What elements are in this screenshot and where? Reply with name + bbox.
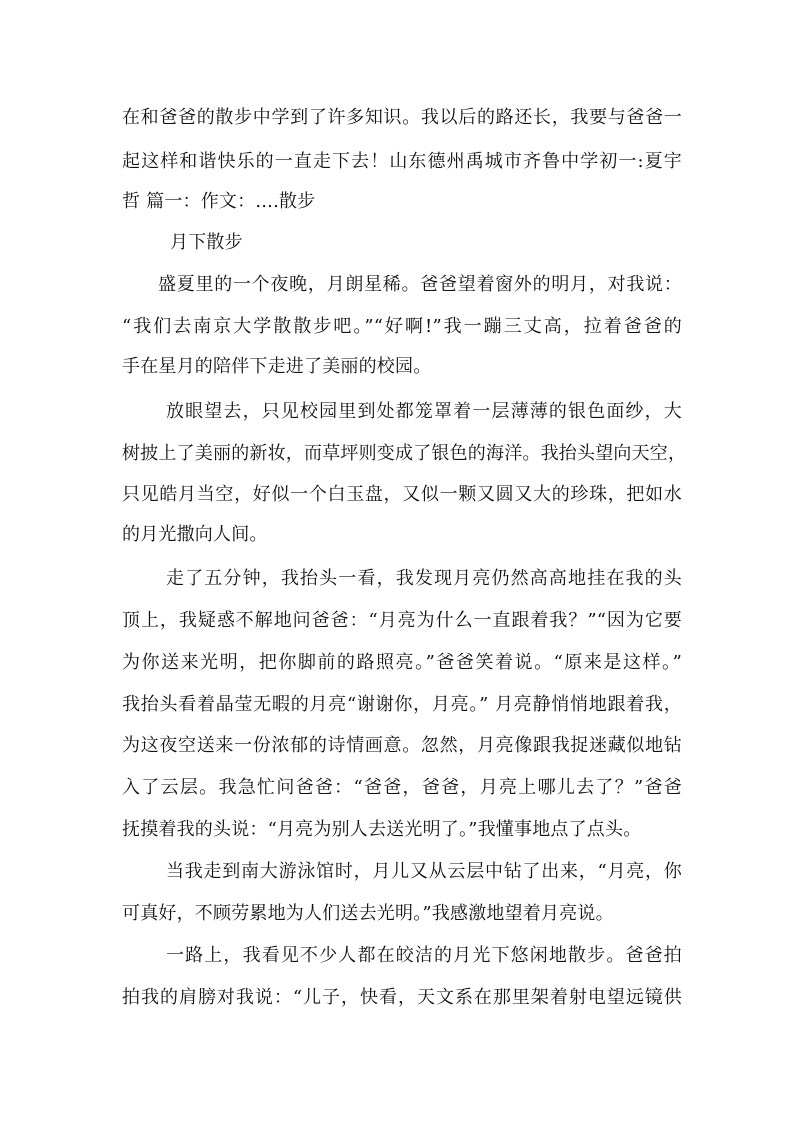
paragraph-line: 的月光撒向人间。 [122,524,268,545]
paragraph-line: 只见皓月当空，好似一个白玉盘，又似一颗又圆又大的珍珠，把如水 [122,484,682,505]
paragraph-line: 为这夜空送来一份浓郁的诗情画意。忽然，月亮像跟我捉迷藏似地钻 [122,735,682,756]
paragraph-line: 当我走到南大游泳馆时，月儿又从云层中钻了出来，“月亮，你 [166,861,682,882]
paragraph-line: 抚摸着我的头说：“月亮为别人去送光明了。”我懂事地点了点头。 [122,819,642,840]
paragraph-line: 一路上，我看见不少人都在皎洁的月光下悠闲地散步。爸爸拍 [166,945,682,966]
paragraph-line: 我抬头看着晶莹无暇的月亮“谢谢你，月亮。” 月亮静悄悄地跟着我， [122,694,682,715]
paragraph-line: 走了五分钟，我抬头一看，我发现月亮仍然高高地挂在我的头 [166,568,682,589]
paragraph-line: 树披上了美丽的新妆，而草坪则变成了银色的海洋。我抬头望向天空， [122,443,687,464]
paragraph-line: 入了云层。我急忙问爸爸：“爸爸，爸爸，月亮上哪儿去了？”爸爸 [122,777,682,798]
paragraph-line: “我们去南京大学散散步吧。”“好啊!”我一蹦三丈高，拉着爸爸的 [122,316,682,337]
paragraph-line: 在和爸爸的散步中学到了许多知识。我以后的路还长，我要与爸爸一 [122,107,682,128]
paragraph-line: 哲 篇一：作文：....散步 [122,191,316,212]
paragraph-line: 盛夏里的一个夜晚，月朗星稀。爸爸望着窗外的明月，对我说： [158,274,682,295]
paragraph-line: 顶上，我疑惑不解地问爸爸：“月亮为什么一直跟着我？”“因为它要 [122,610,682,631]
paragraph-line: 拍我的肩膀对我说：“儿子，快看，天文系在那里架着射电望远镜供 [122,987,682,1008]
paragraph-line: 起这样和谐快乐的一直走下去！山东德州禹城市齐鲁中学初一:夏宇 [122,151,682,172]
paragraph-line: 放眼望去，只见校园里到处都笼罩着一层薄薄的银色面纱，大 [166,401,682,422]
section-title: 月下散步 [170,232,243,253]
paragraph-line: 手在星月的陪伴下走进了美丽的校园。 [122,356,432,377]
paragraph-line: 可真好，不顾劳累地为人们送去光明。”我感激地望着月亮说。 [122,903,614,924]
paragraph-line: 为你送来光明，把你脚前的路照亮。”爸爸笑着说。“原来是这样。” [122,652,682,673]
